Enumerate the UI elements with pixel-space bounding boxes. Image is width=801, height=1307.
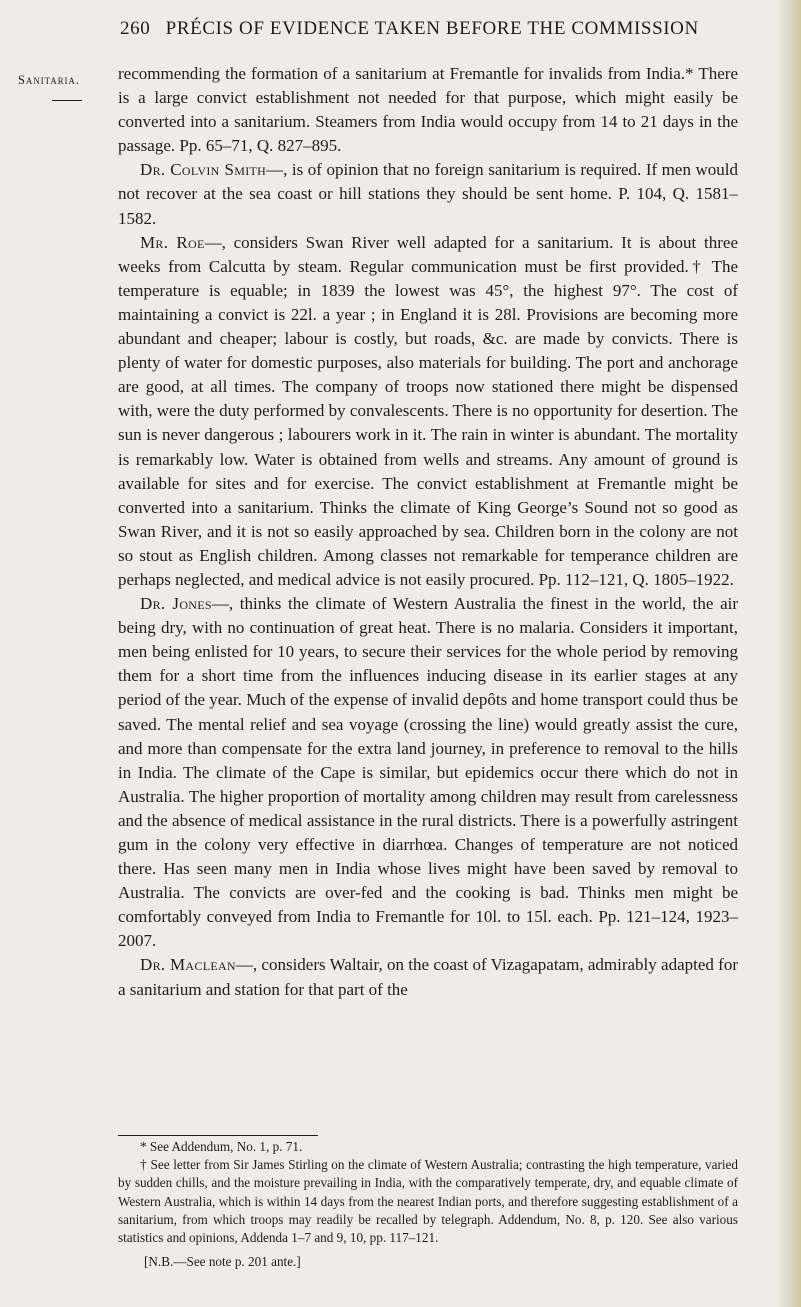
page-title: PRÉCIS OF EVIDENCE TAKEN BEFORE THE COMMISSION bbox=[165, 18, 699, 39]
running-head bbox=[120, 18, 740, 40]
footnotes bbox=[118, 1138, 738, 1271]
paragraph-1: recommending the formation of a sanitarium at Fremantle for invalids from India.* There is a large convict establishment not needed for that purpose, which might easily be converted into a sanitarium. Steamers from India would occupy from 14 to 21 days in the passage. Pp. 65–71, Q. 827–895. bbox=[118, 64, 738, 156]
paragraph-3-text: —, considers Swan River well adapted for a sanitarium. It is about three weeks from Calcutta by steam. Regular communication must be first provided.† The temperature is equable; in 1839 the lowest was 45°, the highest 97°. The cost of maintaining a convict is 22l. a year ; in England it is 28l. Provisions are becoming more abundant and cheaper; labour is costly, but roads, &c. are made by convicts. There is plenty of water for domestic purposes, also materials for building. The port and anchorage are good, at all times. The company of troops now stationed there might be dispensed with, were the duty performed by convalescents. There is no opportunity for desertion. The sun is never dangerous ; labourers work in it. The rain in winter is abundant. The mortality is remarkably low. Water is obtained from wells and streams. Any amount of ground is available for sites and for exercise. The convict establishment at Fremantle might be converted into a sanitarium. Thinks the climate of King George’s Sound not so good as Swan River, and it is not so easily approached by sea. Children born in the colony are not so stout as English children. Among classes not remarkable for temperance children are perhaps neglected, and medical advice is not easily procured. Pp. 112–121, Q. 1805–1922. bbox=[118, 232, 738, 589]
footnote-1: * See Addendum, No. 1, p. 71. bbox=[140, 1139, 303, 1154]
witness-name: Dr. Colvin Smith bbox=[140, 160, 267, 180]
witness-name: Dr. Maclean bbox=[140, 955, 236, 975]
footnote-2: † See letter from Sir James Stirling on the climate of Western Australia; contrasting the high temperature, varied by sudden chills, and the moisture prevailing in India, with the comparatively temperate, dry, and equable climate of Western Australia, which is within 14 days from the nearest Indian ports, and therefore suggesting establishment of a sanitarium, from which troops may readily be recalled by telegraph. Addendum, No. 8, p. 120. See also various statistics and opinions, Addenda 1–7 and 9, 10, pp. 117–121. bbox=[118, 1157, 738, 1246]
page-edge-shadow bbox=[777, 0, 801, 1307]
paragraph-5-text: —, considers Waltair, on the coast of Vizagapatam, admirably adapted for a sanitarium and station for that part of the bbox=[118, 955, 738, 999]
page-number: 260 bbox=[120, 18, 151, 39]
paragraph-2 bbox=[118, 158, 738, 230]
paragraph-5 bbox=[118, 953, 738, 1001]
footnote-rule bbox=[118, 1135, 318, 1136]
margin-topic-label: Sanitaria. bbox=[18, 73, 80, 87]
paragraph-2-text: —, is of opinion that no foreign sanitarium is required. If men would not recover at the sea coast or hill stations they should be sent home. P. 104, Q. 1581–1582. bbox=[118, 160, 739, 228]
body-text bbox=[118, 62, 738, 1002]
paragraph-4 bbox=[118, 592, 738, 953]
paragraph-4-text: —, thinks the climate of Western Australia the finest in the world, the air being dry, with no continuation of great heat. There is no malaria. Considers it important, men being enlisted for 10 years, to secure their services for the whole period by removing them for a short time from the influences inducing disease in its earlier stages at any period of the year. Much of the expense of invalid depôts and home transport could thus be saved. The mental relief and sea voyage (crossing the line) would greatly assist the cure, and more than compensate for the extra land journey, in preference to removal to the hills in India. The climate of the Cape is similar, but epidemics occur there which do not in Australia. The higher proportion of mortality among children may result from carelessness and the absence of medical assistance in the rural districts. There is a powerfully astringent gum in the colony very effective in diarrhœa. Changes of temperature are not noticed there. Has seen many men in India whose lives might have been saved by removal to Australia. The convicts are over-fed and the cooking is bad. Thinks men might be comfortably conveyed from India to Fremantle for 10l. to 15l. each. Pp. 121–124, 1923–2007. bbox=[118, 594, 738, 951]
witness-name: Mr. Roe bbox=[140, 232, 205, 252]
paragraph-3 bbox=[118, 231, 738, 592]
witness-name: Dr. Jones bbox=[140, 594, 212, 614]
margin-dash bbox=[52, 100, 82, 101]
footnote-nb: [N.B.—See note p. 201 ante.] bbox=[144, 1254, 301, 1270]
